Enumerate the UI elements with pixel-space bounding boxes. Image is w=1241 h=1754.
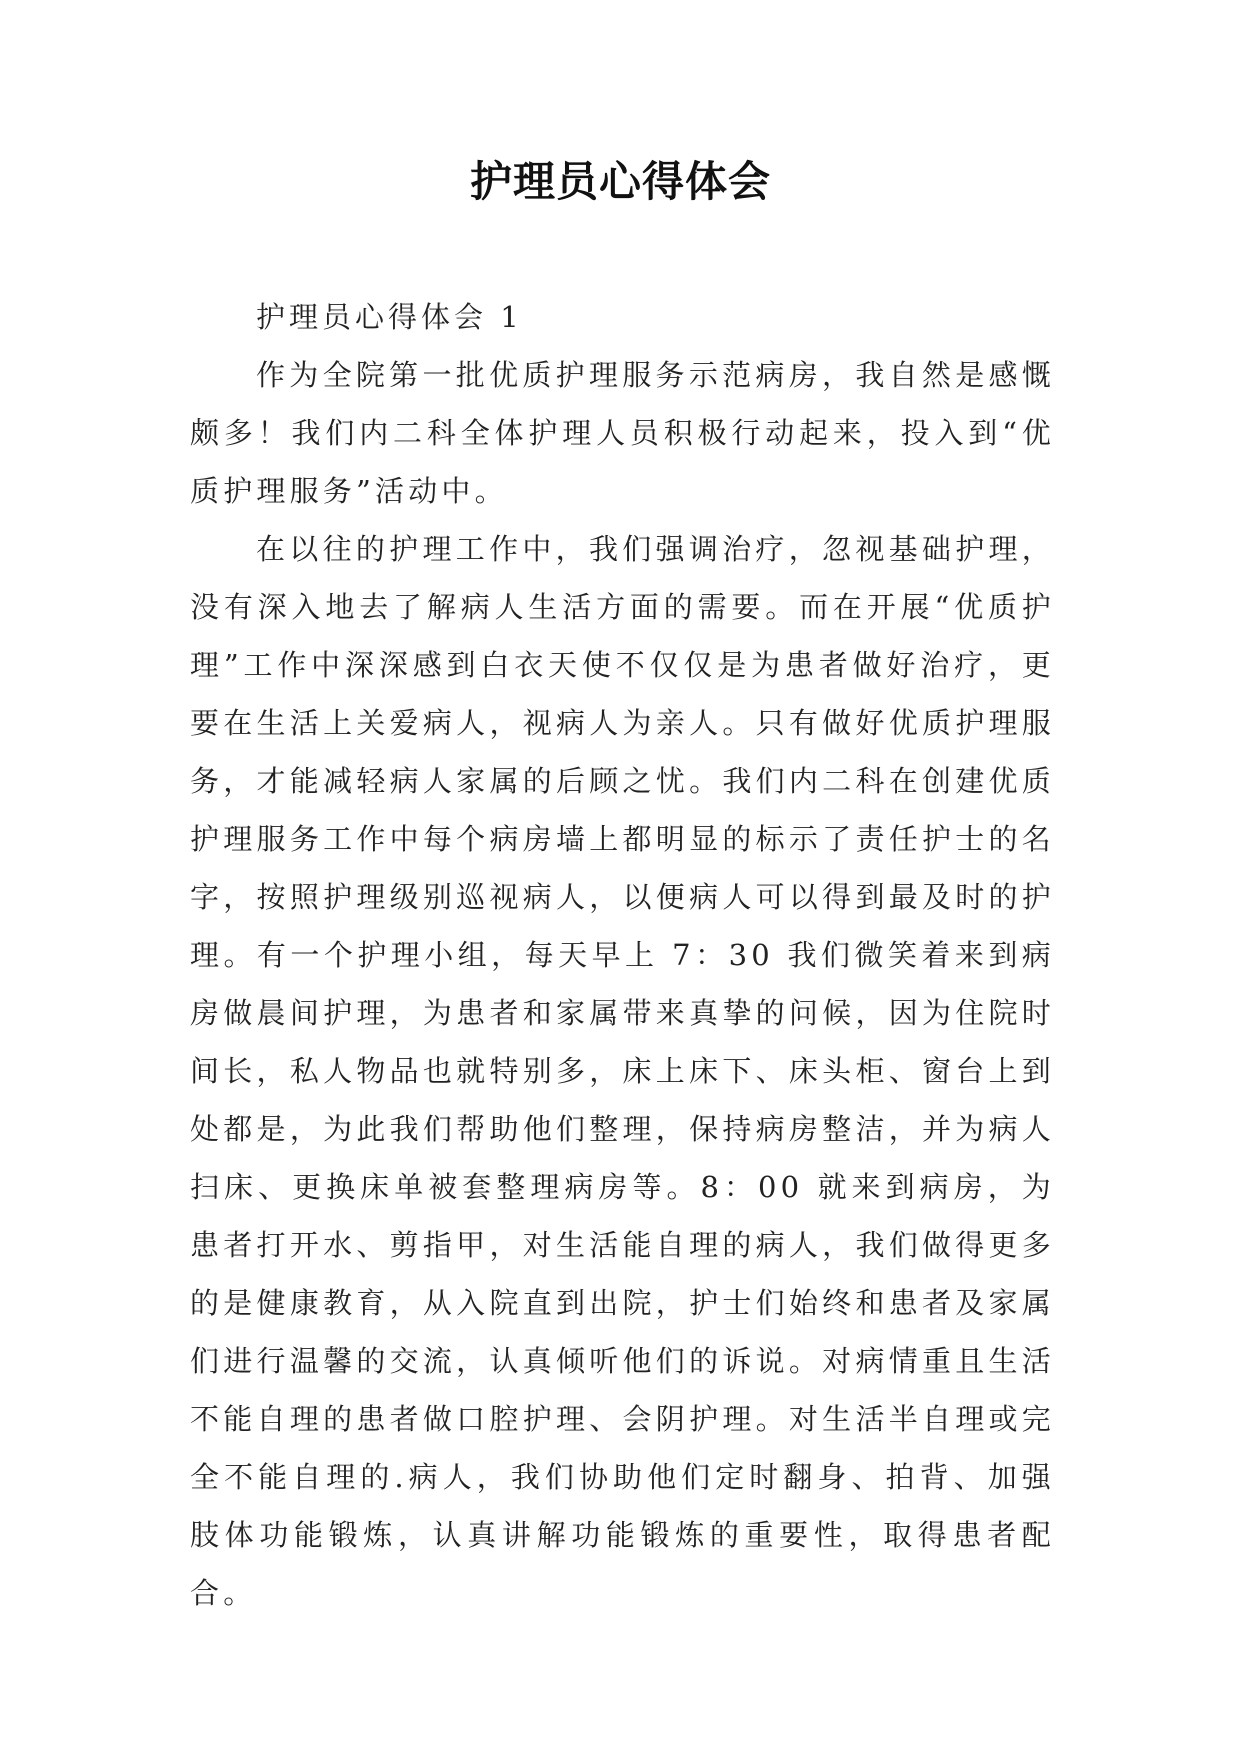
paragraph-2: 在以往的护理工作中，我们强调治疗，忽视基础护理，没有深入地去了解病人生活方面的需要。而在开展“优质护理”工作中深深感到白衣天使不仅仅是为患者做好治疗，更要在生活上关爱病人，视病人为亲人。只有做好优质护理服务，才能减轻病人家属的后顾之忧。我们内二科在创建优质护理服务工作中每个病房墙上都明显的标示了责任护士的名字，按照护理级别巡视病人，以便病人可以得到最及时的护理。有一个护理小组，每天早上 7：30 我们微笑着来到病房做晨间护理，为患者和家属带来真挚的问候，因为住院时间长，私人物品也就特别多，床上床下、床头柜、窗台上到处都是，为此我们帮助他们整理，保持病房整洁，并为病人扫床、更换床单被套整理病房等。8：00 就来到病房，为患者打开水、剪指甲，对生活能自理的病人，我们做得更多的是健康教育，从入院直到出院，护士们始终和患者及家属们进行温馨的交流，认真倾听他们的诉说。对病情重且生活不能自理的患者做口腔护理、会阴护理。对生活半自理或完全不能自理的.病人，我们协助他们定时翻身、拍背、加强肢体功能锻炼，认真讲解功能锻炼的重要性，取得患者配合。: [190, 532, 1055, 1610]
document-body: [190, 288, 1055, 1622]
paragraph-1: 作为全院第一批优质护理服务示范病房，我自然是感慨颇多！我们内二科全体护理人员积极行动起来，投入到“优质护理服务”活动中。: [190, 358, 1055, 508]
page-title: 护理员心得体会: [469, 157, 771, 206]
section-heading: 护理员心得体会 1: [256, 300, 523, 334]
